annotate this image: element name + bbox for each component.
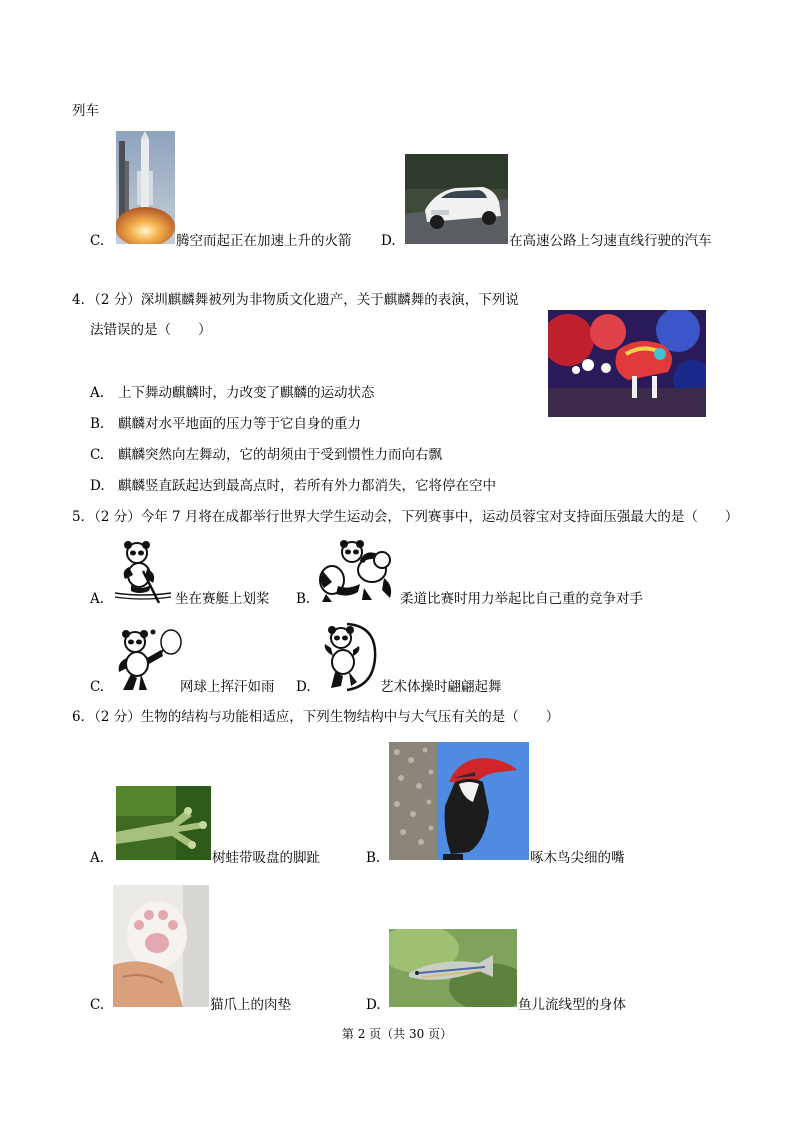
woodpecker-photo [389,742,529,860]
q4-option-d-text: 麒麟竖直跃起达到最高点时，若所有外力都消失，它将停在空中 [118,478,496,494]
q5-option-b-text: 柔道比赛时用力举起比自己重的竞争对手 [400,591,643,607]
q5-option-a-letter: A. [90,591,105,607]
panda-rowing-icon [113,541,173,604]
q4-option-c-letter: C. [90,447,105,463]
q4-stem-line1: 4．（2 分）深圳麒麟舞被列为非物质文化遗产，关于麒麟舞的表演，下列说 [72,292,519,308]
q5-option-d-letter: D. [296,679,311,695]
q4-option-b-letter: B. [90,416,105,432]
q3-option-c-text: 腾空而起正在加速上升的火箭 [176,233,352,249]
q6-option-b-text: 啄木鸟尖细的嘴 [530,850,625,866]
q5-option-a-text: 坐在赛艇上划桨 [175,591,270,607]
cat-paw-photo [113,885,209,1007]
panda-gymnastics-icon [317,620,379,692]
q3-option-c-letter: C. [90,233,105,249]
q6-option-c-text: 猫爪上的肉垫 [210,997,291,1013]
q6-option-c-letter: C. [90,997,105,1013]
rocket-launch-photo [116,131,175,244]
q4-option-b-text: 麒麟对水平地面的压力等于它自身的重力 [118,416,361,432]
qilin-dance-photo [548,310,706,417]
fish-photo [389,929,517,1007]
q5-option-c-text: 网球上挥汗如雨 [180,679,275,695]
q4-option-a-letter: A. [90,385,105,401]
q6-option-a-letter: A. [90,850,105,866]
tree-frog-toes-photo [116,786,211,860]
q5-stem: 5．（2 分）今年 7 月将在成都举行世界大学生运动会，下列赛事中，运动员蓉宝对支持面压强最大的是（ ） [72,509,739,525]
q3-option-d-letter: D. [381,233,396,249]
q6-option-b-letter: B. [366,850,381,866]
q5-option-d-text: 艺术体操时翩翩起舞 [380,679,502,695]
q5-option-b-letter: B. [296,591,311,607]
car-on-highway-photo [405,154,508,244]
panda-judo-icon [318,540,400,604]
q4-stem-line2: 法错误的是（ ） [90,322,212,338]
q4-option-c-text: 麒麟突然向左舞动，它的胡须由于受到惯性力而向右飘 [118,447,442,463]
q6-option-d-text: 鱼儿流线型的身体 [518,997,626,1013]
q6-option-a-text: 树蛙带吸盘的脚趾 [212,850,320,866]
q3-continued-text: 列车 [72,103,99,119]
q4-option-a-text: 上下舞动麒麟时，力改变了麒麟的运动状态 [118,385,375,401]
q4-option-d-letter: D. [90,478,105,494]
panda-tennis-icon [113,628,183,692]
q3-option-d-text: 在高速公路上匀速直线行驶的汽车 [509,233,712,249]
q6-stem: 6．（2 分）生物的结构与功能相适应，下列生物结构中与大气压有关的是（ ） [72,709,560,725]
q5-option-c-letter: C. [90,679,105,695]
q6-option-d-letter: D. [366,997,381,1013]
page-footer: 第 2 页（共 30 页） [341,1027,453,1041]
